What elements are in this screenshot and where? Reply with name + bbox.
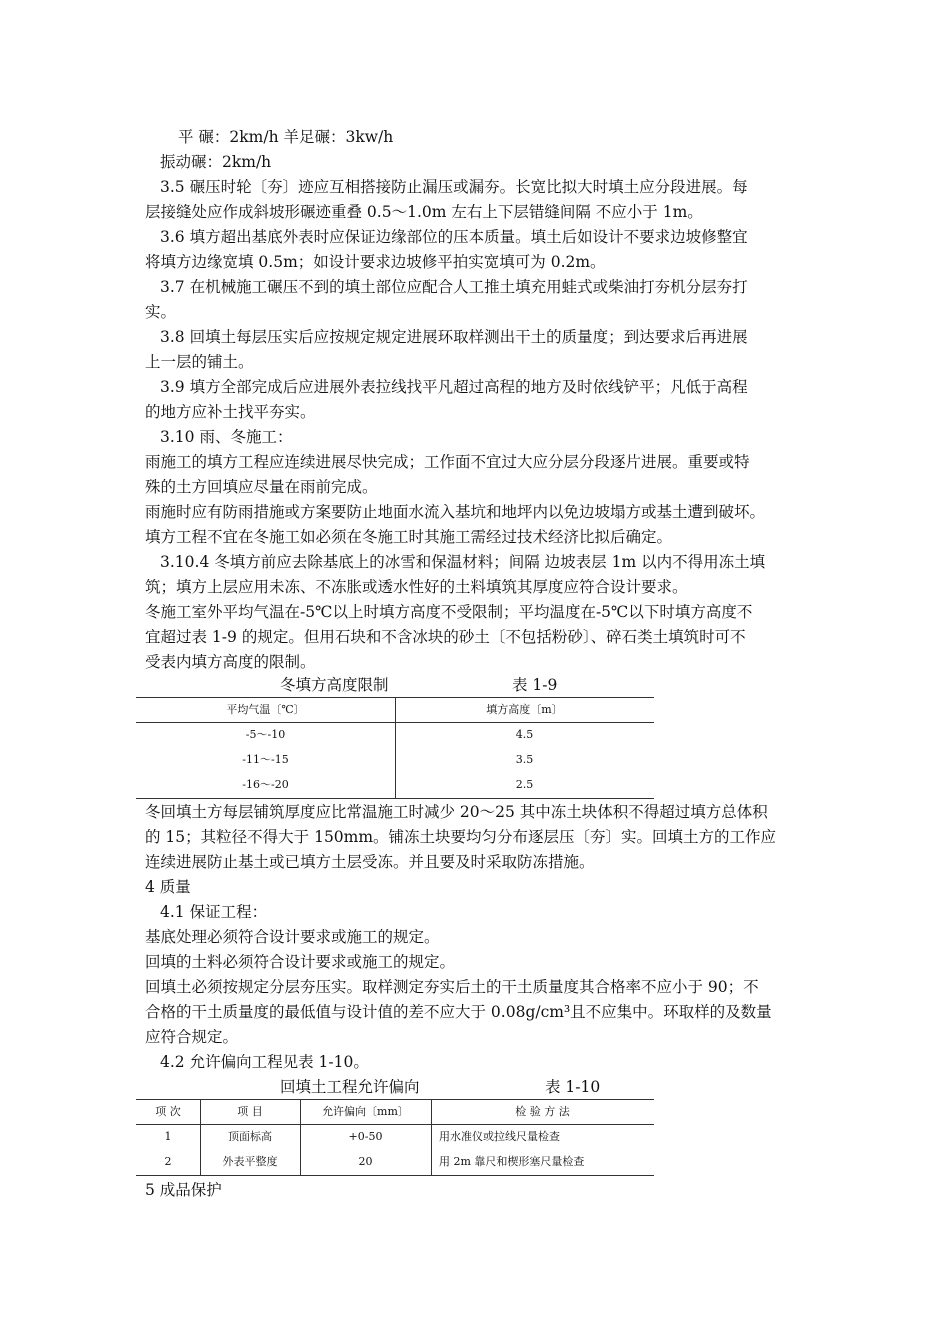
paragraph-line: 3.5 碾压时轮〔夯〕迹应互相搭接防止漏压或漏夯。长宽比拟大时填土应分段进展。每: [160, 178, 748, 196]
paragraph-line: 筑；填方上层应用未冻、不冻胀或透水性好的土料填筑其厚度应符合设计要求。: [145, 578, 688, 596]
table-row: [136, 772, 654, 797]
table-row: [136, 747, 654, 772]
paragraph-line: 的地方应补土找平夯实。: [145, 403, 316, 421]
table-bottom-rule: [136, 1175, 654, 1176]
table-header-cell: 项 目: [237, 1105, 263, 1118]
paragraph-line: 将填方边缘宽填 0.5m；如设计要求边坡修平拍实宽填可为 0.2m。: [145, 253, 606, 271]
table-cell: 2.5: [515, 778, 534, 791]
paragraph-line: 实。: [145, 303, 177, 321]
paragraph-line: 宜超过表 1-9 的规定。但用石块和不含冰块的砂土〔不包括粉砂〕、碎石类土填筑时可不: [145, 628, 746, 646]
paragraph-line: 3.10.4 冬填方前应去除基底上的冰雪和保温材料；间隔 边坡表层 1m 以内不得用冻土填: [160, 553, 766, 571]
table-header-row: [136, 697, 654, 722]
paragraph-line: 雨施时应有防雨措施或方案要防止地面水流入基坑和地坪内以免边坡塌方或基土遭到破坏。: [145, 503, 766, 521]
table-bottom-rule: [136, 798, 654, 799]
table-cell: -11～-15: [242, 753, 289, 766]
table-cell: -16～-20: [242, 778, 289, 791]
table-header-cell: 项 次: [155, 1105, 181, 1118]
paragraph-line: 连续进展防止基土或已填方土层受冻。并且要及时采取防冻措施。: [145, 853, 595, 871]
table-cell: 3.5: [515, 753, 534, 766]
paragraph-line: 3.8 回填土每层压实后应按规定规定进展环取样测出干土的质量度；到达要求后再进展: [160, 328, 748, 346]
table-row: [136, 1124, 654, 1149]
table-cell: 顶面标高: [228, 1130, 272, 1143]
paragraph-line: 填方工程不宜在冬施工如必须在冬施工时其施工需经过技术经济比拟后确定。: [145, 528, 673, 546]
table-cell: 1: [164, 1130, 172, 1143]
paragraph-line: 振动碾：2km/h: [160, 153, 272, 171]
paragraph-line: 3.7 在机械施工碾压不到的填土部位应配合人工推土填充用蛙式或柴油打夯机分层夯打: [160, 278, 748, 296]
table-title: 回填土工程允许偏向: [280, 1078, 420, 1096]
table-cell: 4.5: [515, 728, 534, 741]
table-header-cell: 平均气温〔℃〕: [226, 703, 305, 716]
section-heading: 4.2 允许偏向工程见表 1-10。: [160, 1053, 369, 1071]
table-header-cell: 填方高度〔m〕: [486, 703, 563, 716]
table-cell: 2: [164, 1155, 172, 1168]
section-heading: 3.10 雨、冬施工：: [160, 428, 293, 446]
paragraph-line: 3.9 填方全部完成后应进展外表拉线找平凡超过高程的地方及时依线铲平；凡低于高程: [160, 378, 748, 396]
table-number: 表 1-10: [545, 1078, 601, 1096]
paragraph-line: 层接缝处应作成斜坡形碾迹重叠 0.5～1.0m 左右上下层错缝间隔 不应小于 1m。: [145, 203, 703, 221]
table-row: [136, 1149, 654, 1174]
table-cell: 用水准仪或拉线尺量检查: [439, 1130, 560, 1143]
table-header-cell: 检 验 方 法: [515, 1105, 570, 1118]
paragraph-line: 上一层的铺土。: [145, 353, 254, 371]
paragraph-line: 回填土必须按规定分层夯压实。取样测定夯实后土的干土质量度其合格率不应小于 90；不: [145, 978, 759, 996]
winter-fill-height-table: [136, 697, 654, 797]
table-title: 冬填方高度限制: [280, 676, 389, 694]
paragraph-line: 合格的干土质量度的最低值与设计值的差不应大于 0.08g/cm³且不应集中。环取样的及数量: [145, 1003, 772, 1021]
table-number: 表 1-9: [512, 676, 558, 694]
paragraph-line: 雨施工的填方工程应连续进展尽快完成；工作面不宜过大应分层分段逐片进展。重要或特: [145, 453, 750, 471]
table-header-cell: 允许偏向〔mm〕: [322, 1105, 409, 1118]
paragraph-line: 3.6 填方超出基底外表时应保证边缘部位的压本质量。填土后如设计不要求边坡修整宜: [160, 228, 748, 246]
table-cell: -5～-10: [245, 728, 286, 741]
section-heading: 4 质量: [145, 878, 191, 896]
paragraph-line: 冬施工室外平均气温在-5℃以上时填方高度不受限制；平均温度在-5℃以下时填方高度不: [145, 603, 753, 621]
section-heading: 5 成品保护: [145, 1181, 222, 1199]
paragraph-line: 回填的土料必须符合设计要求或施工的规定。: [145, 953, 456, 971]
table-cell: +0-50: [348, 1130, 383, 1143]
paragraph-line: 平 碾：2km/h 羊足碾：3kw/h: [178, 128, 394, 146]
paragraph-line: 殊的土方回填应尽量在雨前完成。: [145, 478, 378, 496]
table-cell: 外表平整度: [222, 1155, 278, 1168]
paragraph-line: 基底处理必须符合设计要求或施工的规定。: [145, 928, 440, 946]
paragraph-line: 的 15；其粒径不得大于 150mm。铺冻土块要均匀分布逐层压〔夯〕实。回填土方的工作应: [145, 828, 777, 846]
table-cell: 20: [358, 1155, 373, 1168]
paragraph-line: 冬回填土方每层铺筑厚度应比常温施工时减少 20～25 其中冻土块体积不得超过填方总体积: [145, 803, 768, 821]
table-header-row: [136, 1099, 654, 1124]
paragraph-line: 受表内填方高度的限制。: [145, 653, 316, 671]
table-row: [136, 722, 654, 747]
table-cell: 用 2m 靠尺和楔形塞尺量检查: [439, 1155, 585, 1168]
backfill-tolerance-table: [136, 1099, 654, 1174]
paragraph-line: 应符合规定。: [145, 1028, 239, 1046]
section-heading: 4.1 保证工程：: [160, 903, 268, 921]
